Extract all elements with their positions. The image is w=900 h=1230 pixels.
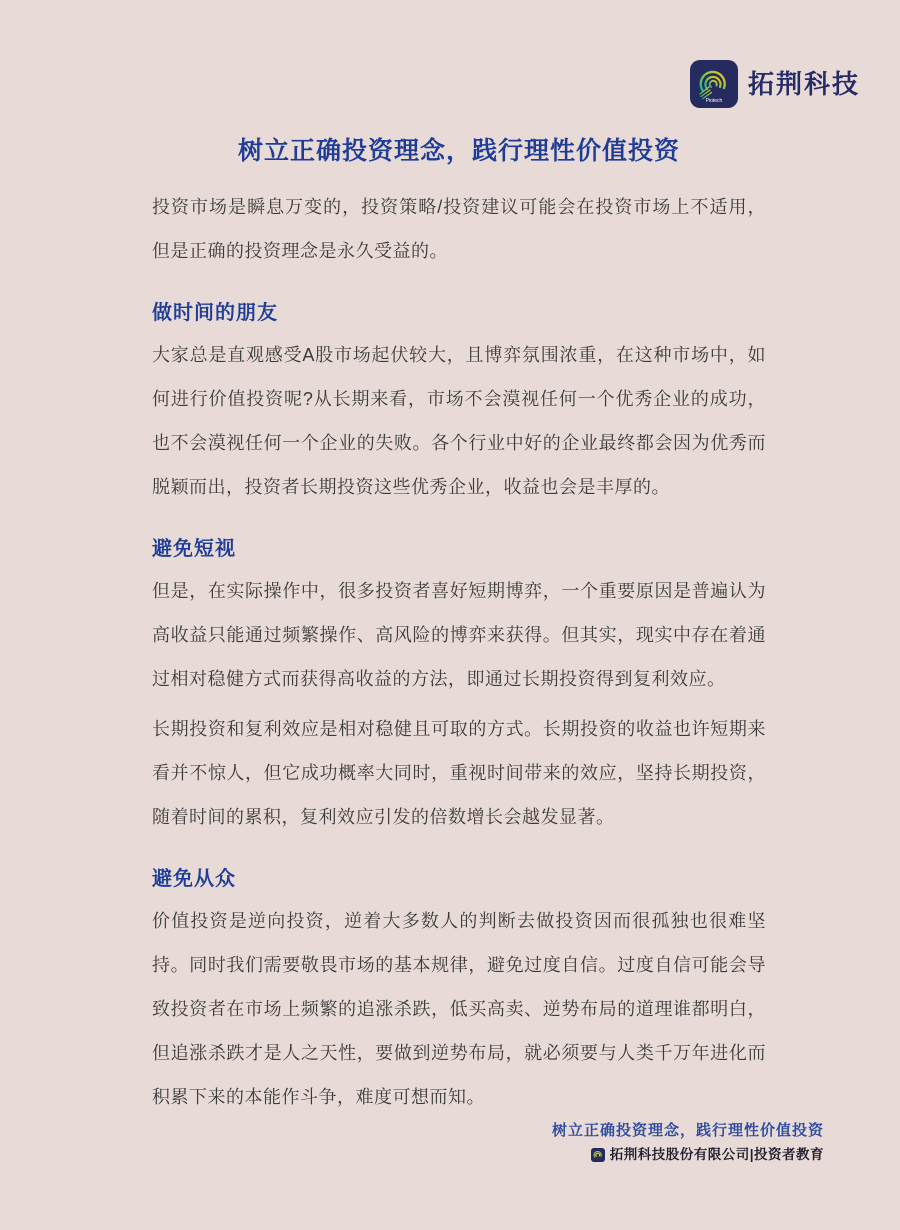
section-heading-avoid-herding: 避免从众 (152, 867, 236, 890)
brand-name: 拓荆科技 (748, 69, 861, 99)
section-heading-time-friend: 做时间的朋友 (152, 301, 278, 324)
page-footer (552, 1120, 824, 1164)
section-paragraph: 但是，在实际操作中，很多投资者喜好短期博弈，一个重要原因是普遍认为高收益只能通过频繁操作、高风险的博弈来获得。但其实，现实中存在着通过相对稳健方式而获得高收益的方法，即通过长期投资得到复利效应。 (152, 580, 766, 689)
section-paragraph: 长期投资和复利效应是相对稳健且可取的方式。长期投资的收益也许短期来看并不惊人，但它成功概率大同时，重视时间带来的效应，坚持长期投资，随着时间的累积，复利效应引发的倍数增长会越发显著。 (152, 718, 766, 827)
piotech-footer-icon (591, 1148, 605, 1162)
section-paragraph: 价值投资是逆向投资，逆着大多数人的判断去做投资因而很孤独也很难坚持。同时我们需要敬畏市场的基本规律，避免过度自信。过度自信可能会导致投资者在市场上频繁的追涨杀跌，低买高卖、逆势布局的道理谁都明白，但追涨杀跌才是人之天性，要做到逆势布局，就必须要与人类千万年进化而积累下来的本能作斗争，难度可想而知。 (152, 910, 766, 1107)
section-paragraph: 大家总是直观感受A股市场起伏较大，且博弈氛围浓重，在这种市场中，如何进行价值投资呢?从长期来看，市场不会漠视任何一个优秀企业的成功，也不会漠视任何一个企业的失败。各个行业中好的企业最终都会因为优秀而脱颖而出，投资者长期投资这些优秀企业，收益也会是丰厚的。 (152, 344, 766, 497)
footer-company-text: 拓荆科技股份有限公司|投资者教育 (609, 1147, 824, 1162)
page-title: 树立正确投资理念，践行理性价值投资 (237, 137, 680, 165)
footer-slogan: 树立正确投资理念，践行理性价值投资 (551, 1122, 824, 1139)
article-content (152, 0, 766, 1119)
intro-paragraph: 投资市场是瞬息万变的，投资策略/投资建议可能会在投资市场上不适用，但是正确的投资理念是永久受益的。 (152, 196, 766, 261)
section-heading-avoid-shortsight: 避免短视 (152, 537, 236, 560)
logo-wordmark: Piotech (705, 98, 723, 104)
footer-company-line (552, 1146, 824, 1164)
